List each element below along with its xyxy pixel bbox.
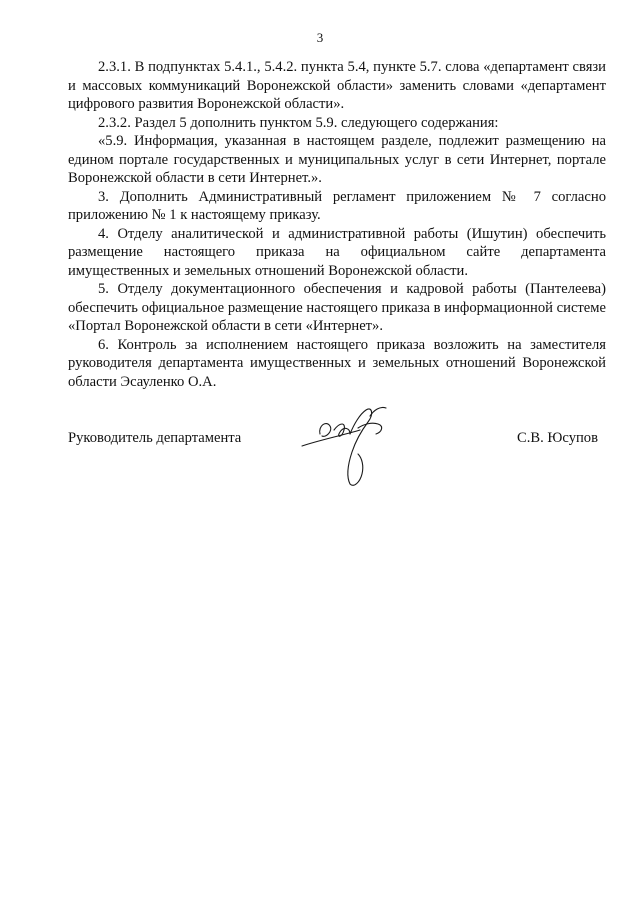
paragraph-5: 5. Отделу документационного обеспечения и кадровой работы (Пантелеева) обеспечить официальное размещение настоящего приказа в информационной системе «Портал Воронежской области в сети «Интернет». — [68, 281, 606, 334]
document-body — [68, 58, 606, 391]
signatory-role: Руководитель департамента — [68, 430, 242, 446]
paragraph-6: 6. Контроль за исполнением настоящего приказа возложить на заместителя руководителя департамента имущественных и земельных отношений Воронежской области Эсауленко О.А. — [68, 336, 606, 390]
paragraph-3: 3. Дополнить Административный регламент приложением № 7 согласно приложению № 1 к настоящему приказу. — [68, 188, 606, 223]
paragraph-quote-5-9: «5.9. Информация, указанная в настоящем разделе, подлежит размещению на едином портале государственных и муниципальных услуг в сети Интернет, портале Воронежской области в сети Интернет.». — [68, 133, 606, 186]
handwritten-signature — [300, 400, 410, 490]
paragraph-2-3-1: 2.3.1. В подпунктах 5.4.1., 5.4.2. пункта 5.4, пункте 5.7. слова «департамент связи и массовых коммуникаций Воронежской области» заменить словами «департамент цифрового развития Воронежской области». — [68, 59, 606, 112]
signature-block — [68, 400, 606, 490]
page-number: 3 — [316, 30, 324, 45]
signatory-name: С.В. Юсупов — [517, 430, 598, 446]
paragraph-4: 4. Отделу аналитической и административной работы (Ишутин) обеспечить размещение настоящего приказа на официальном сайте департамента имущественных и земельных отношений Воронежской области. — [68, 225, 606, 279]
paragraph-2-3-2: 2.3.2. Раздел 5 дополнить пунктом 5.9. следующего содержания: — [98, 114, 499, 131]
